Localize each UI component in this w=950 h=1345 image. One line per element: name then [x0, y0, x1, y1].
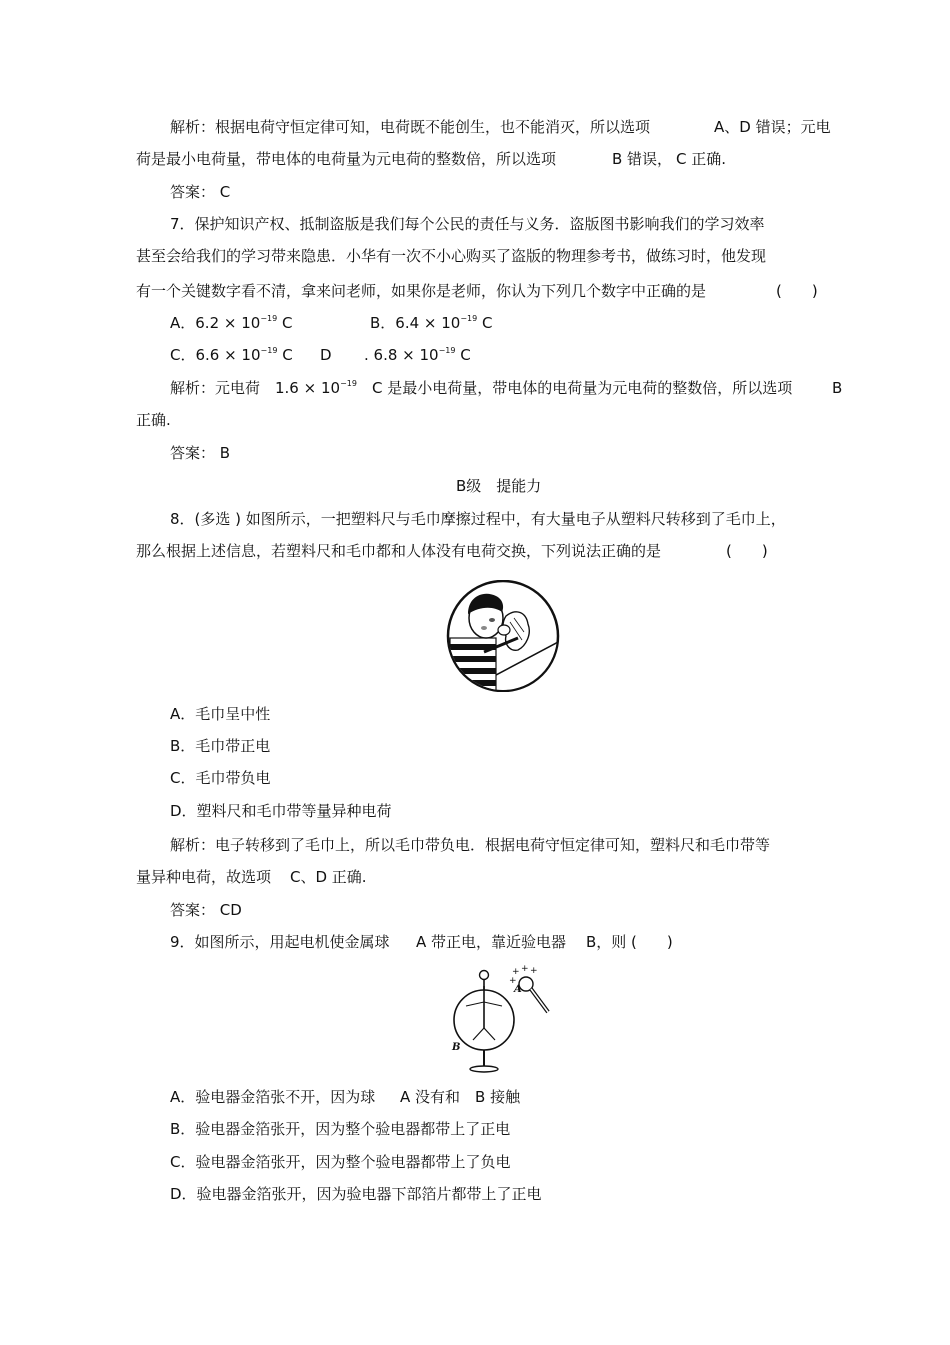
q9-stem-b: A 带正电，靠近验电器: [416, 933, 567, 951]
q9-stem-a: 9．如图所示，用起电机使金属球: [170, 933, 390, 951]
q7-stem-line1: 7．保护知识产权、抵制盗版是我们每个公民的责任与义务．盗版图书影响我们的学习效率: [170, 215, 765, 233]
section-title: B级 提能力: [456, 477, 542, 495]
q6-analysis-line1a: 解析：根据电荷守恒定律可知，电荷既不能创生，也不能消灭，所以选项: [170, 118, 651, 136]
q6-analysis-line2b: B 错误，: [612, 150, 673, 168]
q7-option-d-label: D: [320, 346, 332, 364]
q6-analysis-line2c: C 正确.: [676, 150, 727, 168]
q7-option-b: B．$6.4 \times 10^{-19}$ C: [370, 314, 493, 332]
q6-analysis-line2a: 荷是最小电荷量，带电体的电荷量为元电荷的整数倍，所以选项: [136, 150, 557, 168]
q8-option-b: B．毛巾带正电: [170, 737, 271, 755]
electroscope-figure: [444, 962, 560, 1074]
electroscope-b-label: B: [452, 1042, 461, 1053]
q7-analysis-line1a: 解析：元电荷 $1.6 \times 10^{-19}$: [170, 379, 357, 397]
ball-a-label: A: [514, 984, 522, 995]
q8-option-c: C．毛巾带负电: [170, 769, 271, 787]
q7-answer-paren: ( ): [776, 282, 818, 300]
q8-answer-paren: ( ): [726, 542, 768, 560]
q8-analysis-line1: 解析：电子转移到了毛巾上，所以毛巾带负电．根据电荷守恒定律可知，塑料尺和毛巾带等: [170, 836, 771, 854]
q9-option-a-part1: A．验电器金箔张不开，因为球: [170, 1088, 376, 1106]
q8-answer: 答案： CD: [170, 901, 242, 919]
q7-analysis-line1c: B: [832, 379, 843, 397]
q6-answer: 答案： C: [170, 183, 231, 201]
q9-option-c: C．验电器金箔张开，因为整个验电器都带上了负电: [170, 1153, 511, 1171]
svg-text:+: +: [521, 964, 529, 974]
q7-option-c: C．$6.6 \times 10^{-19}$ C: [170, 346, 293, 364]
q9-option-b: B．验电器金箔张开，因为整个验电器都带上了正电: [170, 1120, 511, 1138]
q9-option-a-part2: A 没有和 B 接触: [400, 1088, 521, 1106]
q7-answer: 答案： B: [170, 444, 231, 462]
q8-analysis-line2b: C、D 正确.: [290, 868, 367, 886]
q9-stem-c: B，则 ( ): [586, 933, 673, 951]
q8-option-a: A．毛巾呈中性: [170, 705, 271, 723]
q8-stem-line1: 8．(多选 ) 如图所示，一把塑料尺与毛巾摩擦过程中，有大量电子从塑料尺转移到了毛巾上，: [170, 510, 786, 528]
q8-stem-line2: 那么根据上述信息，若塑料尺和毛巾都和人体没有电荷交换，下列说法正确的是: [136, 542, 662, 560]
q7-option-d: . $6.8 \times 10^{-19}$ C: [364, 346, 471, 364]
q7-stem-line3: 有一个关键数字看不清，拿来问老师，如果你是老师，你认为下列几个数字中正确的是: [136, 282, 707, 300]
svg-text:+: +: [530, 966, 538, 976]
q6-analysis-line1b: A、D 错误；元电: [714, 118, 831, 136]
q8-option-d: D．塑料尺和毛巾带等量异种电荷: [170, 802, 392, 820]
svg-text:+: +: [509, 976, 517, 986]
q7-option-a: A．$6.2 \times 10^{-19}$ C: [170, 314, 293, 332]
q7-analysis-line2: 正确.: [136, 411, 171, 429]
svg-text:+: +: [512, 967, 520, 977]
boy-rubbing-ruler-figure: [444, 580, 564, 692]
q8-analysis-line2a: 量异种电荷，故选项: [136, 868, 272, 886]
q7-stem-line2: 甚至会给我们的学习带来隐患．小华有一次不小心购买了盗版的物理参考书，做练习时，他发现: [136, 247, 767, 265]
q7-analysis-line1b: C 是最小电荷量，带电体的电荷量为元电荷的整数倍，所以选项: [372, 379, 793, 397]
q9-option-d: D．验电器金箔张开，因为验电器下部箔片都带上了正电: [170, 1185, 542, 1203]
